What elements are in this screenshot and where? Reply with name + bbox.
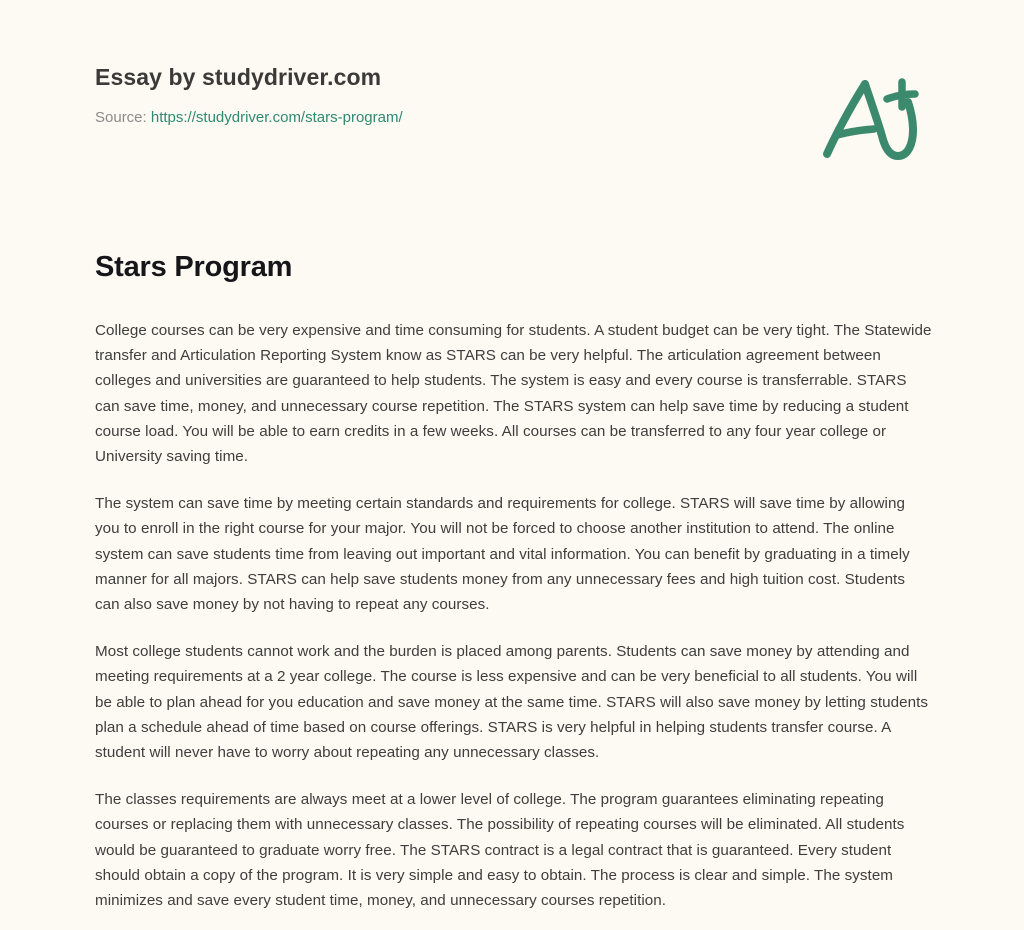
page-title: Stars Program bbox=[95, 251, 293, 283]
essay-byline: Essay by studydriver.com bbox=[95, 64, 382, 90]
article-body bbox=[95, 248, 933, 913]
header-text-block bbox=[95, 62, 775, 128]
studydriver-a-plus-logo bbox=[818, 72, 922, 162]
paragraph: The classes requirements are always meet at a lower level of college. The program guarantees eliminating repeating courses or replacing them with unnecessary classes. The possibility of repeating courses will be eliminated. All students would be guaranteed to graduate worry free. The STARS contract is a legal contract that is guaranteed. Every student should obtain a copy of the program. It is very simple and easy to obtain. The process is clear and simple. The system minimizes and save every student time, money, and unnecessary courses repetition. bbox=[95, 791, 905, 910]
paragraph-list bbox=[95, 318, 933, 913]
document-header bbox=[0, 0, 1024, 190]
source-line bbox=[95, 108, 775, 128]
a-plus-icon bbox=[818, 72, 922, 162]
paragraph: The system can save time by meeting certain standards and requirements for college. STARS will save time by allowing you to enroll in the right course for your major. You will not be forced to choose another institution to attend. The online system can save students time from leaving out important and vital information. You can benefit by graduating in a timely manner for all majors. STARS can help save students money from any unnecessary fees and high tuition cost. Students can also save money by not having to repeat any courses. bbox=[95, 495, 910, 614]
paragraph: College courses can be very expensive and time consuming for students. A student budget can be very tight. The Statewide transfer and Articulation Reporting System know as STARS can be very helpful. The articulation agreement between colleges and universities are guaranteed to help students. The system is easy and every course is transferrable. STARS can save time, money, and unnecessary course repetition. The STARS system can help save time by reducing a student course load. You will be able to earn credits in a few weeks. All courses can be transferred to any four year college or University saving time. bbox=[95, 322, 932, 466]
source-label: Source: bbox=[95, 109, 147, 126]
paragraph: Most college students cannot work and the burden is placed among parents. Students can save money by attending and meeting requirements at a 2 year college. The course is less expensive and can be very beneficial to all students. You will be able to plan ahead for you education and save money at the same time. STARS will also save money by letting students plan a schedule ahead of time based on course offerings. STARS is very helpful in helping students transfer course. A student will never have to worry about repeating any unnecessary classes. bbox=[95, 643, 929, 762]
source-url-link[interactable]: https://studydriver.com/stars-program/ bbox=[150, 109, 403, 126]
